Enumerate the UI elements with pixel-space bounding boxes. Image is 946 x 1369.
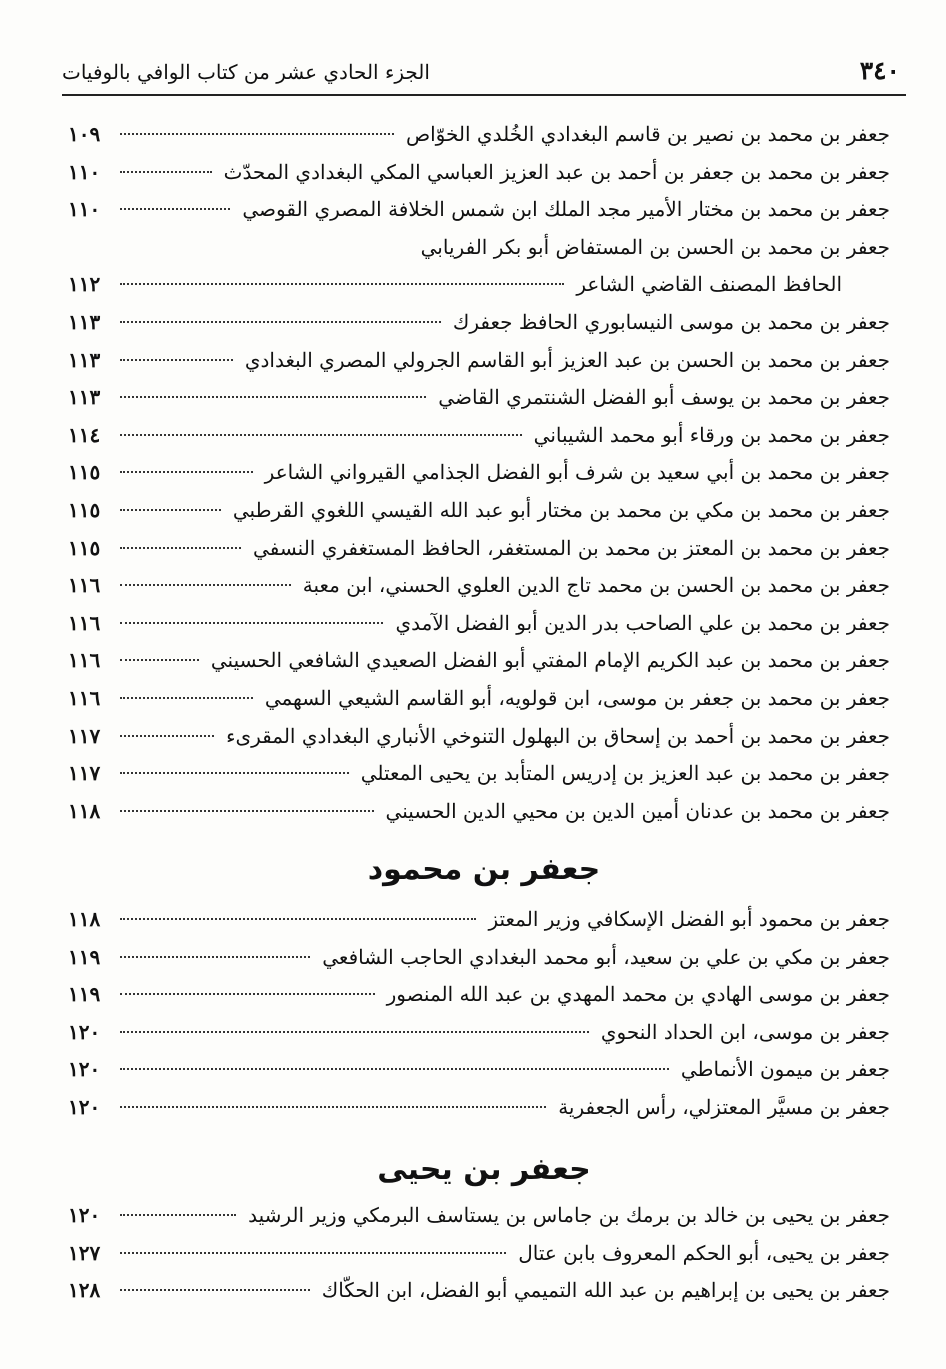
index-entry: [68, 718, 890, 756]
index-entry: [68, 417, 890, 455]
entry-text: جعفر بن يحيى بن خالد بن برمك بن جاماس بن يستاسف البرمكي وزير الرشيد: [248, 1203, 890, 1227]
index-entry: [68, 304, 890, 342]
entry-text: جعفر بن يحيى بن إبراهيم بن عبد الله التميمي أبو الفضل، ابن الحكّاك: [321, 1278, 890, 1303]
dot-leader: [120, 283, 564, 285]
entry-page-number: ١٢٠: [68, 1094, 101, 1119]
entry-page-number: ١١٦: [68, 685, 101, 710]
header-rule: [62, 94, 906, 96]
index-entry: [68, 976, 890, 1014]
dot-leader: [120, 1214, 236, 1216]
entry-page-number: ١٢٨: [68, 1278, 101, 1303]
index-section-jafar-bin-mahmud: [68, 901, 890, 1127]
entry-page-number: ١١٦: [68, 610, 101, 635]
index-entry: [68, 379, 890, 417]
index-entry: [68, 530, 890, 568]
entry-page-number: ١١٦: [68, 648, 101, 673]
index-entry: [68, 793, 890, 831]
entry-text: جعفر بن محمد بن نصير بن قاسم البغدادي الخُلدي الخوّاص: [405, 122, 890, 146]
index-entry-continuation: [68, 266, 890, 304]
section-heading-jafar-bin-yahya: جعفر بن يحيى: [377, 1152, 591, 1187]
dot-leader: [120, 1068, 669, 1070]
entry-page-number: ١١٩: [68, 982, 101, 1007]
entry-text: جعفر بن مكي بن علي بن سعيد، أبو محمد البغدادي الحاجب الشافعي: [322, 944, 890, 969]
entry-text: جعفر بن مسيَّر المعتزلي، رأس الجعفرية: [558, 1094, 890, 1119]
dot-leader: [120, 1031, 589, 1033]
entry-text: جعفر بن محمد بن أحمد بن إسحاق بن البهلول التنوخي الأنباري البغدادي المقرىء: [226, 723, 890, 748]
entry-page-number: ١١٣: [68, 385, 101, 410]
index-entry: [68, 680, 890, 718]
entry-page-number: ١١٠: [68, 197, 101, 222]
entry-page-number: ١١٦: [68, 573, 101, 598]
entry-page-number: ١٢٠: [68, 1019, 101, 1044]
entry-page-number: ١١٢: [68, 272, 101, 297]
entry-page-number: ١١٥: [68, 460, 101, 485]
entry-page-number: ١١٨: [68, 798, 101, 823]
dot-leader: [120, 956, 310, 958]
dot-leader: [120, 471, 253, 473]
entry-text: جعفر بن محمد بن أبي سعيد بن شرف أبو الفضل الجذامي القيرواني الشاعر: [264, 460, 890, 485]
index-entry: [68, 605, 890, 643]
dot-leader: [120, 1252, 506, 1254]
entry-page-number: ١١٠: [68, 159, 101, 184]
entry-page-number: ١١٧: [68, 761, 101, 786]
index-entry: [68, 191, 890, 229]
entry-page-number: ١١٥: [68, 535, 101, 560]
index-entry: [68, 154, 890, 192]
entry-text: جعفر بن محمد بن عبد العزيز بن إدريس المتأبد بن يحيى المعتلي: [360, 761, 890, 786]
running-title: الجزء الحادي عشر من كتاب الوافي بالوفيات: [62, 60, 430, 84]
dot-leader: [120, 396, 426, 398]
entry-text: جعفر بن موسى، ابن الحداد النحوي: [600, 1019, 890, 1044]
dot-leader: [120, 509, 221, 511]
entry-page-number: ١١٣: [68, 347, 101, 372]
dot-leader: [120, 659, 199, 661]
index-entry: [68, 1272, 890, 1310]
entry-page-number: ١٢٠: [68, 1057, 101, 1082]
entry-text: جعفر بن محمد بن مختار الأمير مجد الملك ابن شمس الخلافة المصري القوصي: [242, 197, 890, 222]
dot-leader: [120, 584, 291, 586]
entry-text: جعفر بن محمود أبو الفضل الإسكافي وزير المعتز: [488, 907, 890, 931]
entry-page-number: ١٢٧: [68, 1240, 101, 1265]
index-entry: [68, 454, 890, 492]
entry-text: جعفر بن محمد بن موسى النيسابوري الحافظ جعفرك: [452, 309, 890, 334]
section-heading-jafar-bin-mahmud: جعفر بن محمود: [367, 852, 601, 887]
entry-page-number: ١١٨: [68, 907, 101, 931]
dot-leader: [120, 1106, 546, 1108]
index-entry: [68, 642, 890, 680]
entry-text: جعفر بن محمد بن علي الصاحب بدر الدين أبو الفضل الآمدي: [395, 610, 890, 635]
dot-leader: [120, 208, 230, 210]
index-entry: [68, 116, 890, 154]
dot-leader: [120, 918, 476, 920]
entry-page-number: ١١٣: [68, 309, 101, 334]
entry-text: الحافظ المصنف القاضي الشاعر: [576, 272, 842, 297]
index-entry: [68, 342, 890, 380]
index-entry: [68, 939, 890, 977]
dot-leader: [120, 697, 253, 699]
dot-leader: [120, 993, 375, 995]
entry-page-number: ١٠٩: [68, 122, 101, 146]
entry-text: جعفر بن محمد بن مكي بن محمد بن مختار أبو عبد الله القيسي اللغوي القرطبي: [232, 497, 890, 522]
index-entry: [68, 1089, 890, 1127]
index-entry: [68, 755, 890, 793]
dot-leader: [120, 1289, 310, 1291]
entry-text: جعفر بن محمد بن ورقاء أبو محمد الشيباني: [533, 422, 890, 447]
index-section-jafar-bin-muhammad: [68, 116, 890, 830]
entry-text: جعفر بن محمد بن يوسف أبو الفضل الشنتمري القاضي: [438, 385, 890, 410]
dot-leader: [120, 434, 522, 436]
dot-leader: [120, 321, 441, 323]
dot-leader: [120, 359, 233, 361]
entry-page-number: ١١٩: [68, 944, 101, 969]
entry-text: جعفر بن ميمون الأنماطي: [680, 1057, 890, 1082]
entry-text: جعفر بن محمد بن الحسن بن محمد تاج الدين العلوي الحسني، ابن معبة: [302, 573, 890, 598]
entry-text: جعفر بن محمد بن المعتز بن محمد بن المستغفر، الحافظ المستغفري النسفي: [253, 535, 890, 560]
index-entry: [68, 492, 890, 530]
entry-text: جعفر بن موسى الهادي بن محمد المهدي بن عبد الله المنصور: [386, 982, 890, 1007]
index-entry: [68, 901, 890, 939]
dot-leader: [120, 772, 349, 774]
entry-text: جعفر بن محمد بن جعفر بن أحمد بن عبد العزيز العباسي المكي البغدادي المحدّث: [223, 159, 890, 184]
entry-text: جعفر بن محمد بن جعفر بن موسى، ابن قولويه، أبو القاسم الشيعي السهمي: [264, 685, 890, 710]
entry-page-number: ١٢٠: [68, 1203, 101, 1227]
entry-page-number: ١١٧: [68, 723, 101, 748]
dot-leader: [120, 735, 214, 737]
dot-leader: [120, 810, 374, 812]
index-entry: [68, 229, 890, 267]
running-header: [62, 56, 906, 90]
entry-page-number: ١١٥: [68, 497, 101, 522]
entry-text: جعفر بن محمد بن الحسن بن عبد العزيز أبو القاسم الجرولي المصري البغدادي: [244, 347, 890, 372]
index-entry: [68, 1235, 890, 1273]
dot-leader: [120, 171, 212, 173]
index-entry: [68, 1197, 890, 1235]
dot-leader: [120, 133, 394, 135]
index-entry: [68, 1051, 890, 1089]
index-entry: [68, 567, 890, 605]
dot-leader: [120, 547, 241, 549]
entry-text: جعفر بن يحيى، أبو الحكم المعروف بابن عتال: [518, 1240, 890, 1265]
index-entry: [68, 1014, 890, 1052]
index-section-jafar-bin-yahya: [68, 1197, 890, 1310]
page-number: ٣٤٠: [859, 56, 900, 85]
entry-page-number: ١١٤: [68, 422, 101, 447]
entry-text: جعفر بن محمد بن عدنان أمين الدين بن محيي الدين الحسيني: [385, 798, 890, 823]
entry-text: جعفر بن محمد بن الحسن بن المستفاض أبو بكر الفريابي: [420, 234, 890, 259]
dot-leader: [120, 622, 383, 624]
entry-text: جعفر بن محمد بن عبد الكريم الإمام المفتي أبو الفضل الصعيدي الشافعي الحسيني: [210, 648, 890, 673]
